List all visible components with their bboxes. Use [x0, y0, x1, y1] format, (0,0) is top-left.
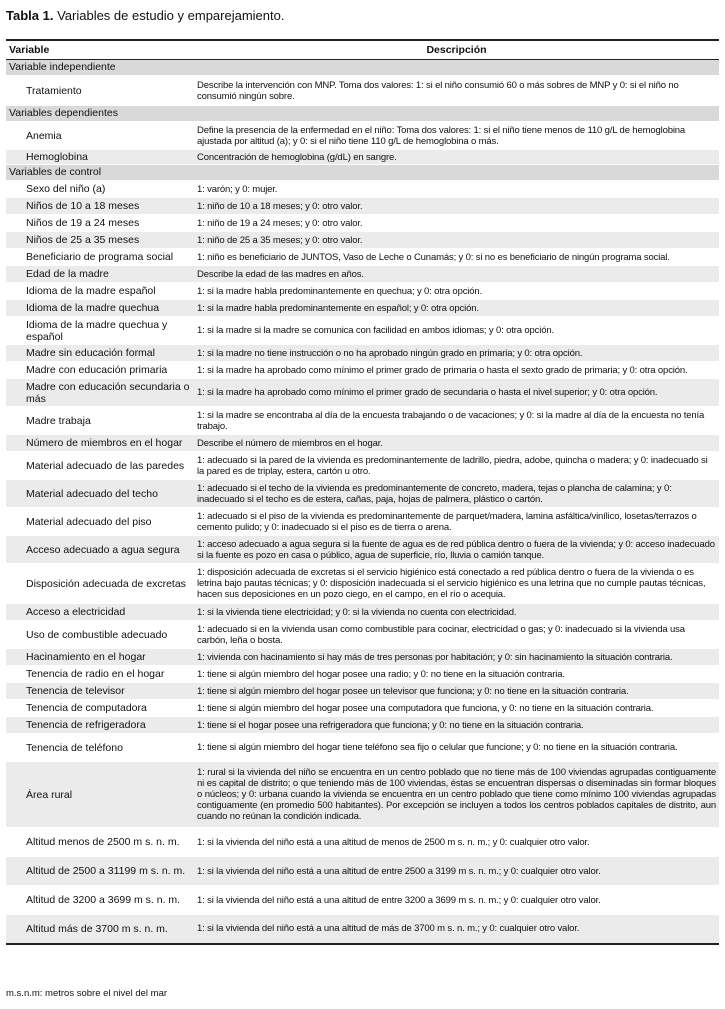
- variables-table: [6, 39, 719, 945]
- description-cell: 1: si la madre no tiene instrucción o no ha aprobado ningún grado en primaria; y 0: otra opción.: [194, 345, 719, 362]
- description-cell: Describe el número de miembros en el hogar.: [194, 435, 719, 452]
- table-row: [6, 122, 719, 150]
- table-row: [6, 762, 719, 828]
- table-row: [6, 536, 719, 564]
- table-row: [6, 649, 719, 666]
- table-row: [6, 886, 719, 915]
- variable-cell: Área rural: [6, 762, 194, 828]
- description-cell: 1: si la madre si la madre se comunica con facilidad en ambos idiomas; y 0: otra opción.: [194, 317, 719, 345]
- header-variable: Variable: [9, 44, 50, 56]
- table-title: [6, 8, 284, 23]
- table-row: [6, 181, 719, 198]
- variable-cell: Anemia: [6, 122, 194, 150]
- description-cell: 1: si la madre habla predominantemente en quechua; y 0: otra opción.: [194, 283, 719, 300]
- variable-cell: Altitud de 2500 a 31199 m s. n. m.: [6, 857, 194, 886]
- description-cell: Describe la edad de las madres en años.: [194, 266, 719, 283]
- variable-cell: Tenencia de radio en el hogar: [6, 666, 194, 683]
- variable-cell: Idioma de la madre quechua y español: [6, 317, 194, 345]
- section-label: Variables de control: [6, 165, 719, 181]
- table-row: [6, 508, 719, 536]
- section-label: Variable independiente: [6, 60, 719, 76]
- table-row: [6, 480, 719, 508]
- description-cell: 1: si la vivienda del niño está a una altitud de más de 3700 m s. n. m.; y 0: cualquier otro valor.: [194, 915, 719, 944]
- table-row: [6, 345, 719, 362]
- variable-cell: Acceso adecuado a agua segura: [6, 536, 194, 564]
- description-cell: 1: vivienda con hacinamiento si hay más de tres personas por habitación; y 0: sin hacinamiento la situación contraria.: [194, 649, 719, 666]
- description-cell: 1: niño de 10 a 18 meses; y 0: otro valor.: [194, 198, 719, 215]
- table-row: [6, 249, 719, 266]
- table-row: [6, 232, 719, 249]
- table-row: [6, 452, 719, 480]
- table-row: [6, 362, 719, 379]
- table-row: [6, 266, 719, 283]
- description-cell: 1: acceso adecuado a agua segura si la fuente de agua es de red pública dentro o fuera de la vivienda; y 0: acceso inadecuado si la fuente es pozo en casa o público, agua de superficie, río, lluvia o camión tanque.: [194, 536, 719, 564]
- description-cell: 1: niño de 25 a 35 meses; y 0: otro valor.: [194, 232, 719, 249]
- variable-cell: Madre con educación secundaria o más: [6, 379, 194, 407]
- description-cell: 1: si la vivienda tiene electricidad; y 0: si la vivienda no cuenta con electricidad.: [194, 604, 719, 621]
- description-cell: 1: tiene si el hogar posee una refrigeradora que funciona; y 0: no tiene en la situación contraria.: [194, 717, 719, 734]
- variable-cell: Altitud de 3200 a 3699 m s. n. m.: [6, 886, 194, 915]
- variable-cell: Material adecuado de las paredes: [6, 452, 194, 480]
- description-cell: 1: tiene si algún miembro del hogar posee una computadora que funciona, y 0: no tiene en la situación contraria.: [194, 700, 719, 717]
- table-row: [6, 734, 719, 762]
- variable-cell: Uso de combustible adecuado: [6, 621, 194, 649]
- table-header-row: [6, 40, 719, 60]
- description-cell: 1: si la madre ha aprobado como mínimo el primer grado de primaria o hasta el sexto grado de primaria; y 0: otra opción.: [194, 362, 719, 379]
- description-cell: 1: si la vivienda del niño está a una altitud de menos de 2500 m s. n. m.; y 0: cualquier otro valor.: [194, 828, 719, 857]
- description-cell: 1: si la madre se encontraba al día de la encuesta trabajando o de vacaciones; y 0: si la madre al día de la encuesta no tenía trabajo.: [194, 407, 719, 435]
- variable-cell: Idioma de la madre quechua: [6, 300, 194, 317]
- section-row: [6, 106, 719, 122]
- table-row: [6, 317, 719, 345]
- description-cell: 1: adecuado si la pared de la vivienda es predominantemente de ladrillo, piedra, adobe, quincha o madera; y 0: inadecuado si la pared es de triplay, estera, cartón u otro.: [194, 452, 719, 480]
- variable-cell: Número de miembros en el hogar: [6, 435, 194, 452]
- table-row: [6, 76, 719, 106]
- description-cell: 1: adecuado si en la vivienda usan como combustible para cocinar, electricidad o gas; y 0: inadecuado si la vivienda usa carbón, leña o bosta.: [194, 621, 719, 649]
- section-row: [6, 60, 719, 76]
- description-cell: 1: adecuado si el techo de la vivienda es predominantemente de concreto, madera, tejas o plancha de calamina; y 0: inadecuado si el techo es de estera, cañas, paja, hojas de palmera, plástico o cartón.: [194, 480, 719, 508]
- description-cell: 1: niño es beneficiario de JUNTOS, Vaso de Leche o Cunamás; y 0: si no es beneficiario de ningún programa social.: [194, 249, 719, 266]
- variable-cell: Beneficiario de programa social: [6, 249, 194, 266]
- section-row: [6, 165, 719, 181]
- variable-cell: Tenencia de refrigeradora: [6, 717, 194, 734]
- variable-cell: Hemoglobina: [6, 150, 194, 165]
- table-row: [6, 828, 719, 857]
- description-cell: 1: adecuado si el piso de la vivienda es predominantemente de parquet/madera, lamina asfáltica/vinílico, losetas/terrazos o cemento pulido; y 0: inadecuado si el piso es de tierra o arena.: [194, 508, 719, 536]
- description-cell: Concentración de hemoglobina (g/dL) en sangre.: [194, 150, 719, 165]
- variable-cell: Madre trabaja: [6, 407, 194, 435]
- variable-cell: Material adecuado del piso: [6, 508, 194, 536]
- table-row: [6, 379, 719, 407]
- table-label: Tabla 1.: [6, 8, 54, 23]
- variable-cell: Idioma de la madre español: [6, 283, 194, 300]
- description-cell: Describe la intervención con MNP. Toma dos valores: 1: si el niño consumió 60 o más sobres de MNP y 0: si el niño no consumió ningún sobre.: [194, 76, 719, 106]
- table-row: [6, 857, 719, 886]
- variable-cell: Niños de 10 a 18 meses: [6, 198, 194, 215]
- variable-cell: Edad de la madre: [6, 266, 194, 283]
- table-row: [6, 683, 719, 700]
- description-cell: 1: tiene si algún miembro del hogar posee una radio; y 0: no tiene en la situación contraria.: [194, 666, 719, 683]
- variable-cell: Tenencia de teléfono: [6, 734, 194, 762]
- description-cell: Define la presencia de la enfermedad en el niño: Toma dos valores: 1: si el niño tiene menos de 110 g/L de hemoglobina ajustada por altitud (a); y 0: si el niño tiene 110 g/L de hemoglobina o más.: [194, 122, 719, 150]
- description-cell: 1: varón; y 0: mujer.: [194, 181, 719, 198]
- table-row: [6, 717, 719, 734]
- description-cell: 1: niño de 19 a 24 meses; y 0: otro valor.: [194, 215, 719, 232]
- table-row: [6, 198, 719, 215]
- table-row: [6, 621, 719, 649]
- table-row: [6, 435, 719, 452]
- description-cell: 1: disposición adecuada de excretas si el servicio higiénico está conectado a red pública dentro o fuera de la vivienda o es letrina bajo pautas técnicas; y 0: disposición inadecuada si el servicio higiénico es una letrina que no cumple pautas técnicas, hacen sus deposiciones en un pozo ciego, en el campo, en el río o acequia.: [194, 564, 719, 604]
- description-cell: 1: si la madre ha aprobado como mínimo el primer grado de secundaria o hasta el nivel superior; y 0: otra opción.: [194, 379, 719, 407]
- variable-cell: Niños de 25 a 35 meses: [6, 232, 194, 249]
- table-row: [6, 604, 719, 621]
- table-row: [6, 915, 719, 944]
- variable-cell: Sexo del niño (a): [6, 181, 194, 198]
- description-cell: 1: si la vivienda del niño está a una altitud de entre 3200 a 3699 m s. n. m.; y 0: cualquier otro valor.: [194, 886, 719, 915]
- description-cell: 1: rural si la vivienda del niño se encuentra en un centro poblado que no tiene más de 100 viviendas agrupadas contiguamente ni es capital de distrito; o que teniendo más de 100 viviendas, éstas se encuentran dispersas o diseminadas sin formar bloques o núcleos; y 0: urbana cuando la vivienda se encuentra en un centro poblado que tiene como mínimo 100 viviendas agrupadas contiguamente (en promedio 500 habitantes). Por excepción se incluyen a todos los centros poblados capitales de distrito, aun cuando no reúnan la condición indicada.: [194, 762, 719, 828]
- table-row: [6, 150, 719, 165]
- table-row: [6, 564, 719, 604]
- table-body: [6, 60, 719, 944]
- variable-cell: Disposición adecuada de excretas: [6, 564, 194, 604]
- variable-cell: Altitud menos de 2500 m s. n. m.: [6, 828, 194, 857]
- variable-cell: Acceso a electricidad: [6, 604, 194, 621]
- footnote: m.s.n.m: metros sobre el nivel del mar: [6, 988, 168, 999]
- header-description: Descripción: [426, 44, 487, 56]
- table-row: [6, 215, 719, 232]
- description-cell: 1: tiene si algún miembro del hogar tiene teléfono sea fijo o celular que funcione; y 0: no tiene en la situación contraria.: [194, 734, 719, 762]
- variable-cell: Tenencia de computadora: [6, 700, 194, 717]
- description-cell: 1: si la vivienda del niño está a una altitud de entre 2500 a 3199 m s. n. m.; y 0: cualquier otro valor.: [194, 857, 719, 886]
- table-row: [6, 666, 719, 683]
- table-row: [6, 300, 719, 317]
- description-cell: 1: si la madre habla predominantemente en español; y 0: otra opción.: [194, 300, 719, 317]
- variable-cell: Tenencia de televisor: [6, 683, 194, 700]
- variable-cell: Altitud más de 3700 m s. n. m.: [6, 915, 194, 944]
- variable-cell: Niños de 19 a 24 meses: [6, 215, 194, 232]
- variable-cell: Madre sin educación formal: [6, 345, 194, 362]
- variable-cell: Madre con educación primaria: [6, 362, 194, 379]
- table-row: [6, 700, 719, 717]
- variable-cell: Hacinamiento en el hogar: [6, 649, 194, 666]
- variable-cell: Tratamiento: [6, 76, 194, 106]
- table-row: [6, 283, 719, 300]
- table-caption: Variables de estudio y emparejamiento.: [57, 8, 285, 23]
- variable-cell: Material adecuado del techo: [6, 480, 194, 508]
- description-cell: 1: tiene si algún miembro del hogar posee un televisor que funciona; y 0: no tiene en la situación contraria.: [194, 683, 719, 700]
- section-label: Variables dependientes: [6, 106, 719, 122]
- table-row: [6, 407, 719, 435]
